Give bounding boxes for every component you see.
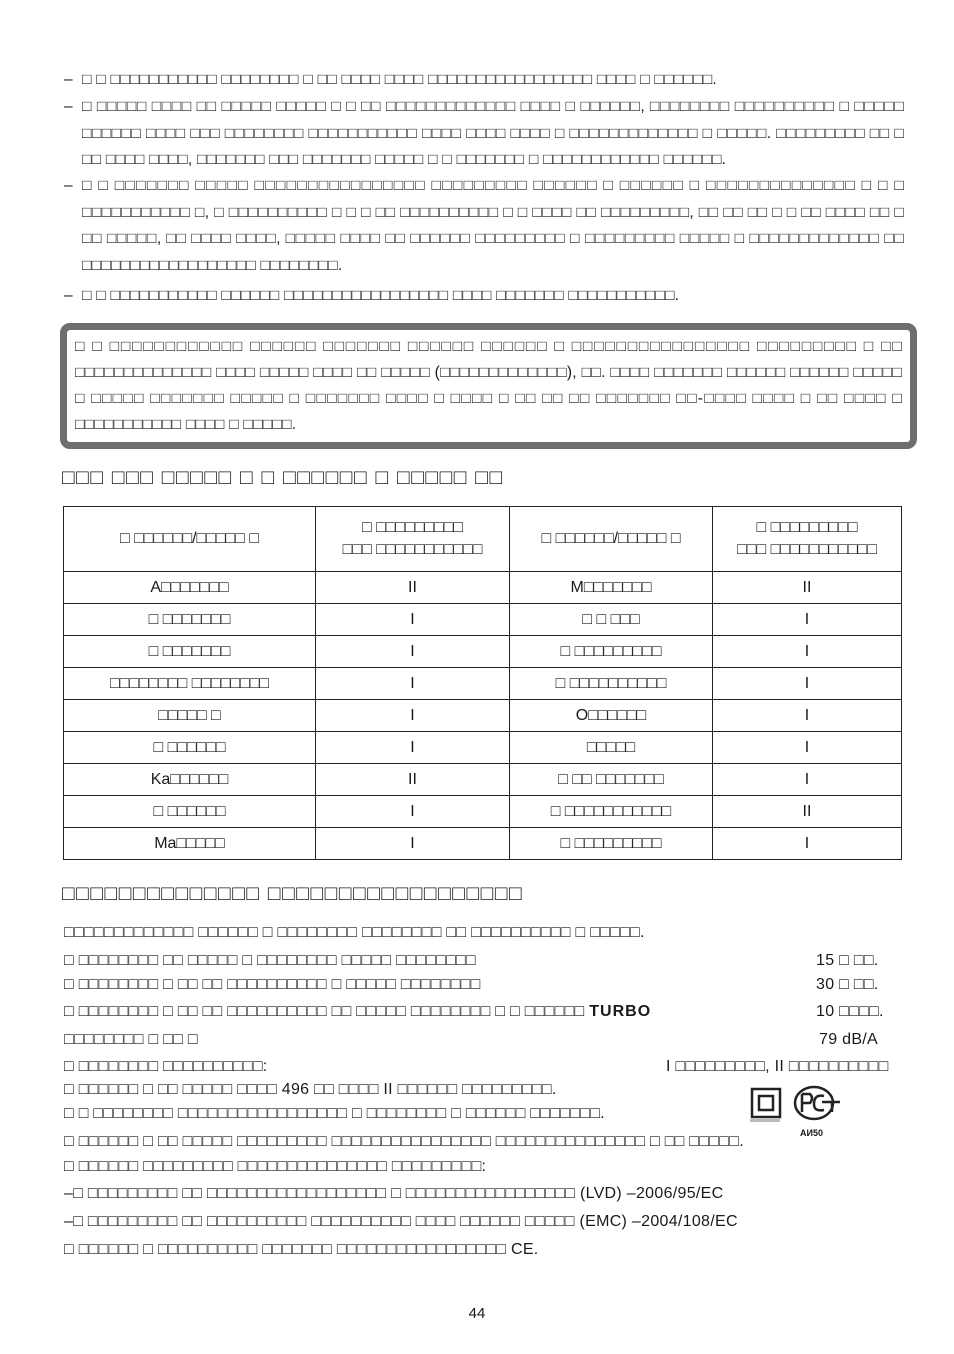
- speed-cell: I: [713, 732, 902, 764]
- warning-box: [60, 323, 917, 449]
- food-cell: □ □□□□□□: [64, 732, 316, 764]
- spec-label: □ □□□□□□□□ □□ □□□□□ □ □□□□□□□□ □□□□□ □□□□□□□□: [64, 952, 476, 969]
- table-row: [64, 796, 902, 828]
- cert-label: АИ50: [800, 1128, 823, 1138]
- food-cell: A□□□□□□□: [64, 572, 316, 604]
- spec-row-3: [64, 1003, 904, 1021]
- compatibility-table: [63, 506, 902, 860]
- table-row: [64, 700, 902, 732]
- table-row: [64, 732, 902, 764]
- spec-line-11: –□ □□□□□□□□□ □□ □□□□□□□□□□ □□□□□□□□□□ □□□□ □□□□□□ □□□□□ (EMC) –2004/108/EC: [64, 1213, 738, 1230]
- certification-marks: [748, 1084, 848, 1144]
- paragraph-2: [64, 94, 909, 174]
- speed-cell: I: [713, 828, 902, 860]
- spec-row-4: [64, 1031, 904, 1049]
- food-cell: M□□□□□□□: [510, 572, 713, 604]
- speed-cell: I: [316, 828, 510, 860]
- food-cell: □ □□□□□□□: [64, 604, 316, 636]
- spec-row-1: [64, 952, 904, 970]
- speed-cell: I: [713, 764, 902, 796]
- turbo-label: TURBO: [589, 1003, 652, 1020]
- bullet-dash: –: [64, 177, 73, 194]
- spec-row-5: [64, 1058, 904, 1076]
- table-row: [64, 636, 902, 668]
- spec-line-10: –□ □□□□□□□□□ □□ □□□□□□□□□□□□□□□□□□ □ □□□□□□□□□□□□□□□□□ (LVD) –2006/95/EC: [64, 1185, 724, 1202]
- header-speed-1: □ □□□□□□□□□ □□□ □□□□□□□□□□□: [316, 507, 510, 572]
- bullet-dash: –: [64, 71, 73, 88]
- table-row: [64, 604, 902, 636]
- food-cell: □ □□□□□□□: [64, 636, 316, 668]
- paragraph-1: [64, 67, 904, 94]
- food-cell: □ □□□□□□□□□□: [510, 668, 713, 700]
- table-row: [64, 828, 902, 860]
- spec-value: 15 □ □□.: [816, 952, 879, 969]
- speed-cell: I: [316, 636, 510, 668]
- table-row: [64, 668, 902, 700]
- food-cell: O□□□□□□: [510, 700, 713, 732]
- food-cell: □ □□□□□□□□□: [510, 828, 713, 860]
- food-cell: □□□□□: [510, 732, 713, 764]
- table-row: [64, 572, 902, 604]
- food-cell: □ □□□□□□□□□: [510, 636, 713, 668]
- speed-cell: II: [713, 796, 902, 828]
- table-header-row: [64, 507, 902, 572]
- header-food-1: □ □□□□□□/□□□□□ □: [64, 507, 316, 572]
- food-cell: Ma□□□□□: [64, 828, 316, 860]
- paragraph-text: □ □□□□□ □□□□ □□ □□□□□ □□□□□ □ □ □□ □□□□□□□□□□□□□ □□□□ □ □□□□□□, □□□□□□□□ □□□□□□□□□□ □ □□□□□ □□□□□□ □□□□ □□□ □□□□□□□□ □□□□□□□□□□□ □□□□ □□□□ □□□□ □ □□□□□□□□□□□□□ □ □□□□□. □□□□□□□□□ □□ □ □□ □□□□ □□□□, □□□□□□□ □□□ □□□□□□□ □□□□□ □ □ □□□□□□□ □ □□□□□□□□□□□□ □□□□□□.: [82, 98, 909, 168]
- spec-value: I □□□□□□□□□, II □□□□□□□□□□: [666, 1058, 889, 1075]
- table-body: [64, 572, 902, 860]
- spec-value: 10 □□□□.: [816, 1003, 884, 1020]
- spec-intro-text: □□□□□□□□□□□□□ □□□□□□ □ □□□□□□□□ □□□□□□□□ □□ □□□□□□□□□□ □ □□□□□.: [64, 924, 645, 941]
- spec-line-8: □ □□□□□□ □ □□ □□□□□ □□□□□□□□□ □□□□□□□□□□□□□□□□ □□□□□□□□□□□□□□□ □ □□ □□□□□.: [64, 1133, 744, 1150]
- speed-cell: II: [316, 572, 510, 604]
- spec-title: □□□□□□□□□□□□□□ □□□□□□□□□□□□□□□□□□: [62, 882, 524, 905]
- table-row: [64, 764, 902, 796]
- bullet-dash: –: [64, 98, 73, 115]
- food-cell: □□□□□□□□ □□□□□□□□: [64, 668, 316, 700]
- spec-line-9: □ □□□□□□ □□□□□□□□□ □□□□□□□□□□□□□□□ □□□□□□□□□:: [64, 1158, 487, 1175]
- speed-cell: I: [316, 604, 510, 636]
- bullet-dash: –: [64, 287, 73, 304]
- paragraph-text: □ □ □□□□□□□ □□□□□ □□□□□□□□□□□□□□□□ □□□□□□□□□ □□□□□□ □ □□□□□□ □ □□□□□□□□□□□□□□ □ □ □ □□□□□□□□□□□ □, □ □□□□□□□□□□ □ □ □ □□ □□□□□□□□□□ □ □ □□□□ □□ □□□□□□□□□, □□ □□ □□ □ □ □□ □□□□ □□ □ □□ □□□□□, □□ □□□□ □□□□, □□□□□ □□□□ □□ □□□□□□ □□□□□□□□□ □ □□□□□□□□□ □□□□□ □ □□□□□□□□□□□□□ □□ □□□□□□□□□□□□□□□□□□ □□□□□□□□.: [82, 177, 909, 274]
- paragraph-text: □ □ □□□□□□□□□□□ □□□□□□□□ □ □□ □□□□ □□□□ □□□□□□□□□□□□□□□□□ □□□□ □ □□□□□□.: [82, 71, 717, 88]
- spec-row-2: [64, 976, 904, 994]
- paragraph-4: [64, 283, 904, 310]
- spec-label: □□□□□□□□ □ □□ □: [64, 1031, 198, 1048]
- food-cell: □□□□□ □: [64, 700, 316, 732]
- table-title: □□□ □□□ □□□□□ □ □ □□□□□□ □ □□□□□ □□: [62, 466, 504, 489]
- food-cell: □ □□□□□□: [64, 796, 316, 828]
- speed-cell: II: [316, 764, 510, 796]
- spec-label: □ □□□□□□□□ □ □□ □□ □□□□□□□□□□ □ □□□□□ □□□□□□□□: [64, 976, 481, 993]
- paragraph-text: □ □ □□□□□□□□□□□ □□□□□□ □□□□□□□□□□□□□□□□□ □□□□ □□□□□□□ □□□□□□□□□□□.: [82, 287, 680, 304]
- speed-cell: I: [713, 668, 902, 700]
- speed-cell: II: [713, 572, 902, 604]
- food-cell: □ □□ □□□□□□□: [510, 764, 713, 796]
- speed-cell: I: [713, 700, 902, 732]
- spec-line-12: □ □□□□□□ □ □□□□□□□□□□ □□□□□□□ □□□□□□□□□□□□□□□□□ CE.: [64, 1241, 539, 1258]
- food-cell: □ □ □□□: [510, 604, 713, 636]
- header-food-2: □ □□□□□□/□□□□□ □: [510, 507, 713, 572]
- spec-value: 79 dB/A: [819, 1031, 879, 1048]
- speed-cell: I: [713, 636, 902, 668]
- spec-label: □ □□□□□□□□ □□□□□□□□□□:: [64, 1058, 268, 1075]
- food-cell: Ka□□□□□□: [64, 764, 316, 796]
- paragraph-3: [64, 173, 909, 279]
- speed-cell: I: [316, 700, 510, 732]
- page-number: 44: [468, 1305, 486, 1322]
- speed-cell: I: [713, 604, 902, 636]
- spec-line-6: □ □□□□□□ □ □□ □□□□□ □□□□ 496 □□ □□□□ II □□□□□□ □□□□□□□□□.: [64, 1081, 557, 1098]
- spec-value: 30 □ □□.: [816, 976, 879, 993]
- spec-intro: [64, 924, 904, 942]
- spec-label: □ □□□□□□□□ □ □□ □□ □□□□□□□□□□ □□ □□□□□ □□□□□□□□ □ □ □□□□□□: [64, 1003, 585, 1020]
- speed-cell: I: [316, 668, 510, 700]
- warning-text: □ □ □□□□□□□□□□□□ □□□□□□ □□□□□□□ □□□□□□ □□□□□□ □ □□□□□□□□□□□□□□□□ □□□□□□□□□ □ □□ □□□□□□□□□□□□□□ □□□□ □□□□□ □□□□ □□ □□□□□ (□□□□□□□□□□□□□), □□. □□□□ □□□□□□□ □□□□□□ □□□□□□ □□□□□ □ □□□□□ □□□□□□□ □□□□□ □ □□□□□□□ □□□□ □ □□□□ □ □□ □□ □□ □□□□□□□ □□-□□□□ □□□□ □ □□ □□□□ □ □□□□□□□□□□□ □□□□ □ □□□□□.: [75, 338, 902, 433]
- speed-cell: I: [316, 796, 510, 828]
- speed-cell: I: [316, 732, 510, 764]
- spec-line-7: □ □ □□□□□□□□ □□□□□□□□□□□□□□□□□ □ □□□□□□□□ □ □□□□□□ □□□□□□□.: [64, 1105, 605, 1122]
- food-cell: □ □□□□□□□□□□□: [510, 796, 713, 828]
- header-speed-2: □ □□□□□□□□□ □□□ □□□□□□□□□□□: [713, 507, 902, 572]
